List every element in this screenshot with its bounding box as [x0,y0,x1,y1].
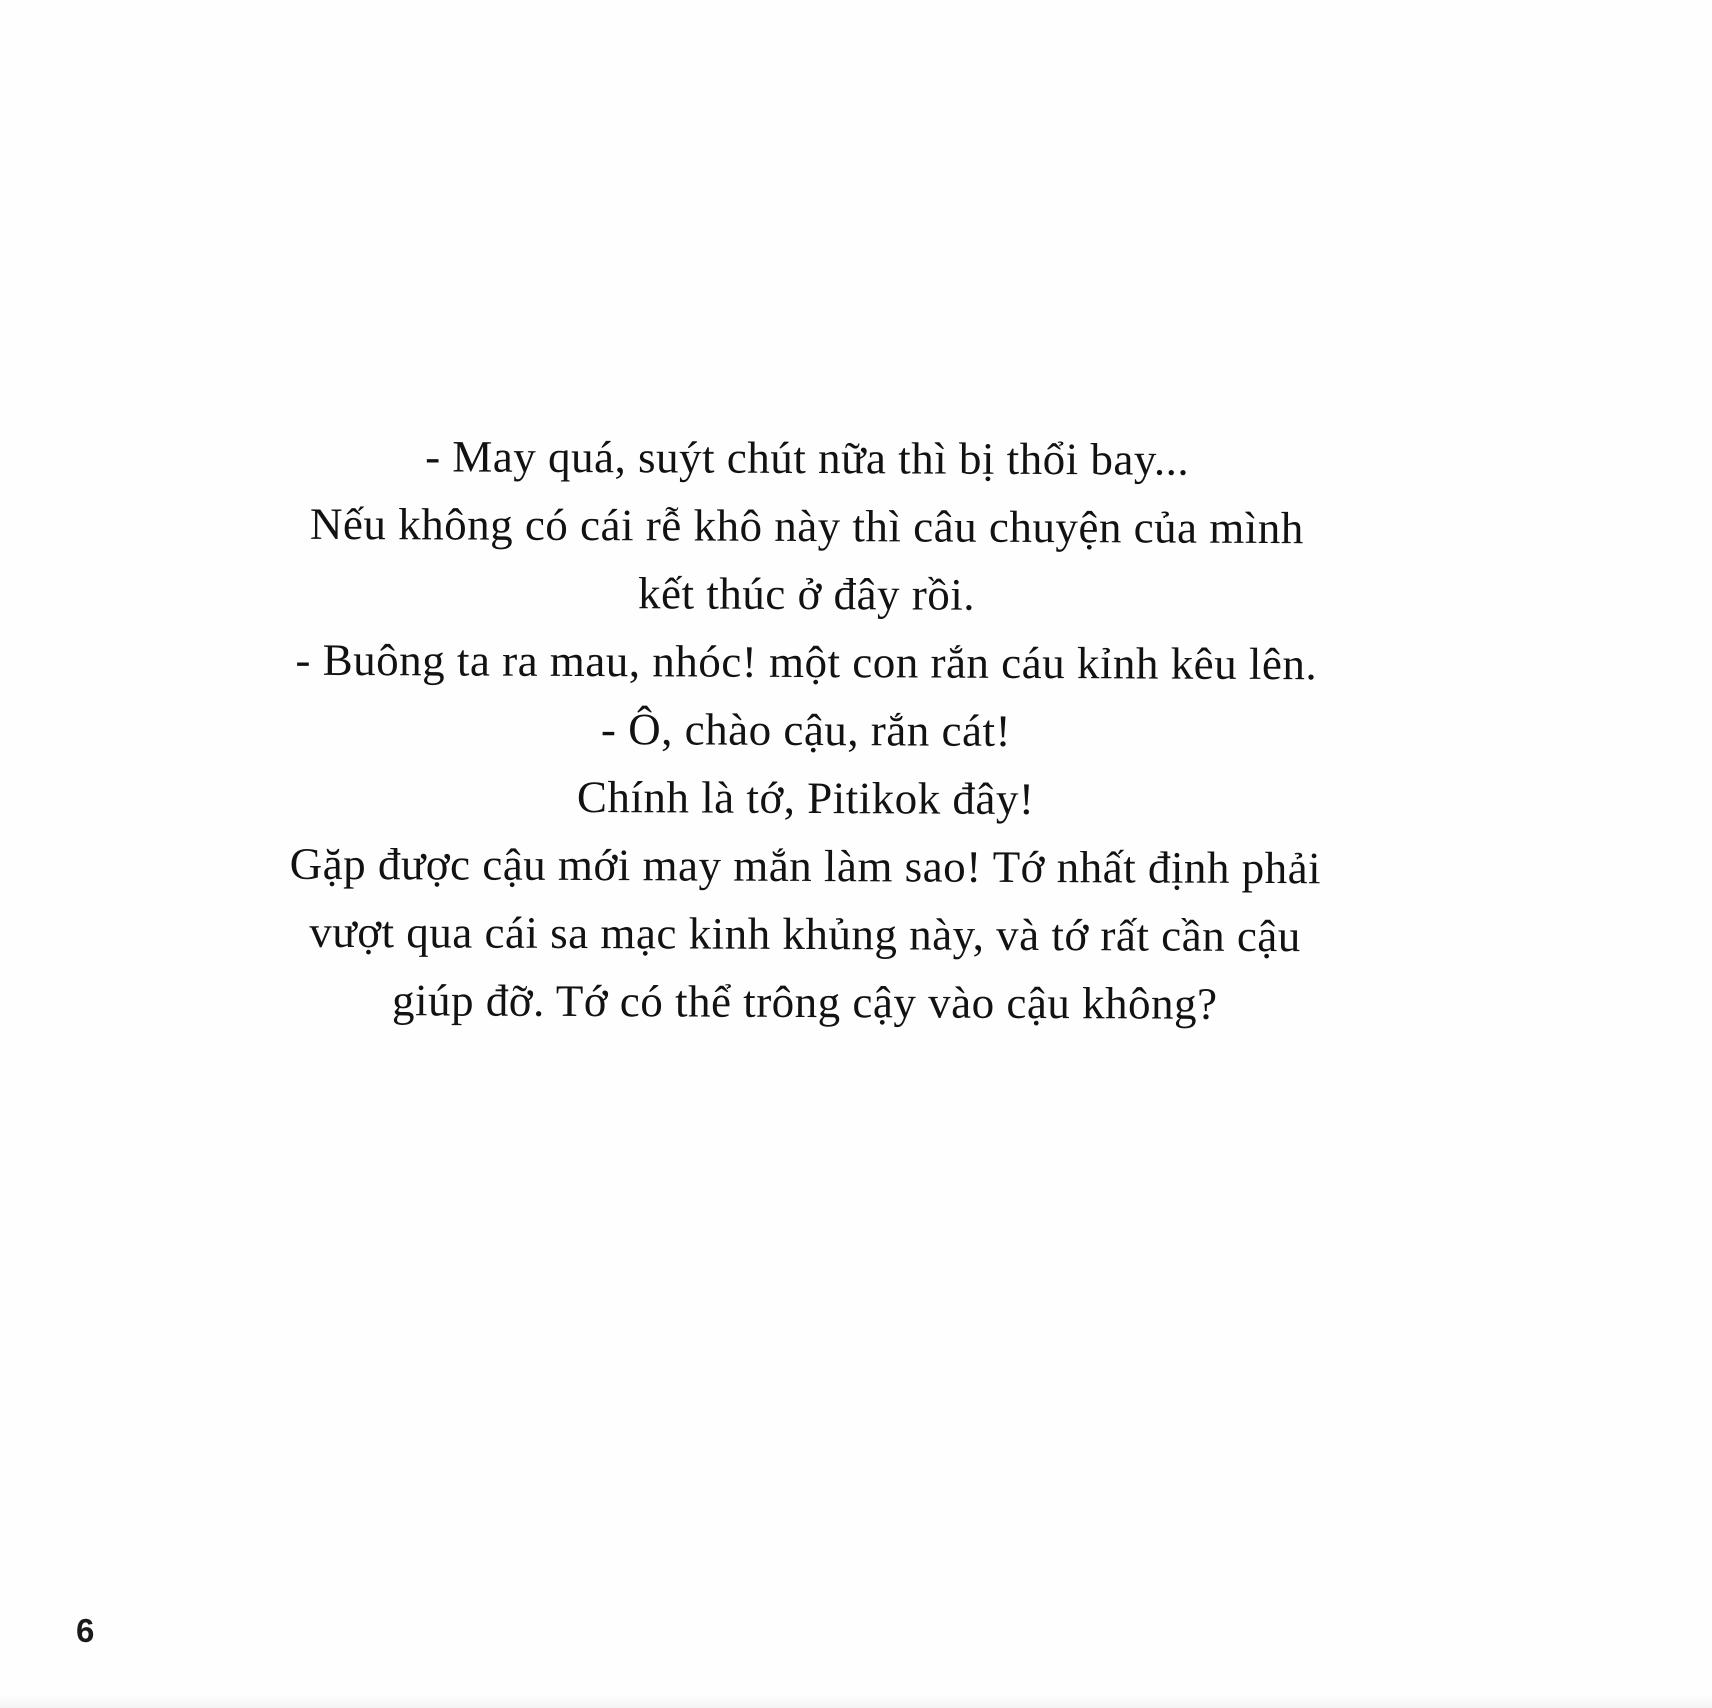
story-line: - Ô, chào cậu, rắn cát! [600,704,1012,756]
story-line: - May quá, suýt chút nữa thì bị thổi bay... [425,431,1190,485]
page-number: 6 [76,1612,95,1649]
story-line: Gặp được cậu mới may mắn làm sao! Tớ nhất định phải [289,838,1322,894]
story-text-block [119,421,1494,1039]
story-line: vượt qua cái sa mạc kinh khủng này, và tớ rất cần cậu [309,906,1301,962]
story-line: - Buông ta ra mau, nhóc! một con rắn cáu kỉnh kêu lên. [295,634,1318,690]
story-line: Nếu không có cái rễ khô này thì câu chuyện của mình [309,498,1304,554]
story-line: giúp đỡ. Tớ có thể trông cậy vào cậu không? [391,975,1218,1029]
story-line: Chính là tớ, Pitikok đây! [576,772,1035,824]
story-line: kết thúc ở đây rồi. [638,568,976,620]
